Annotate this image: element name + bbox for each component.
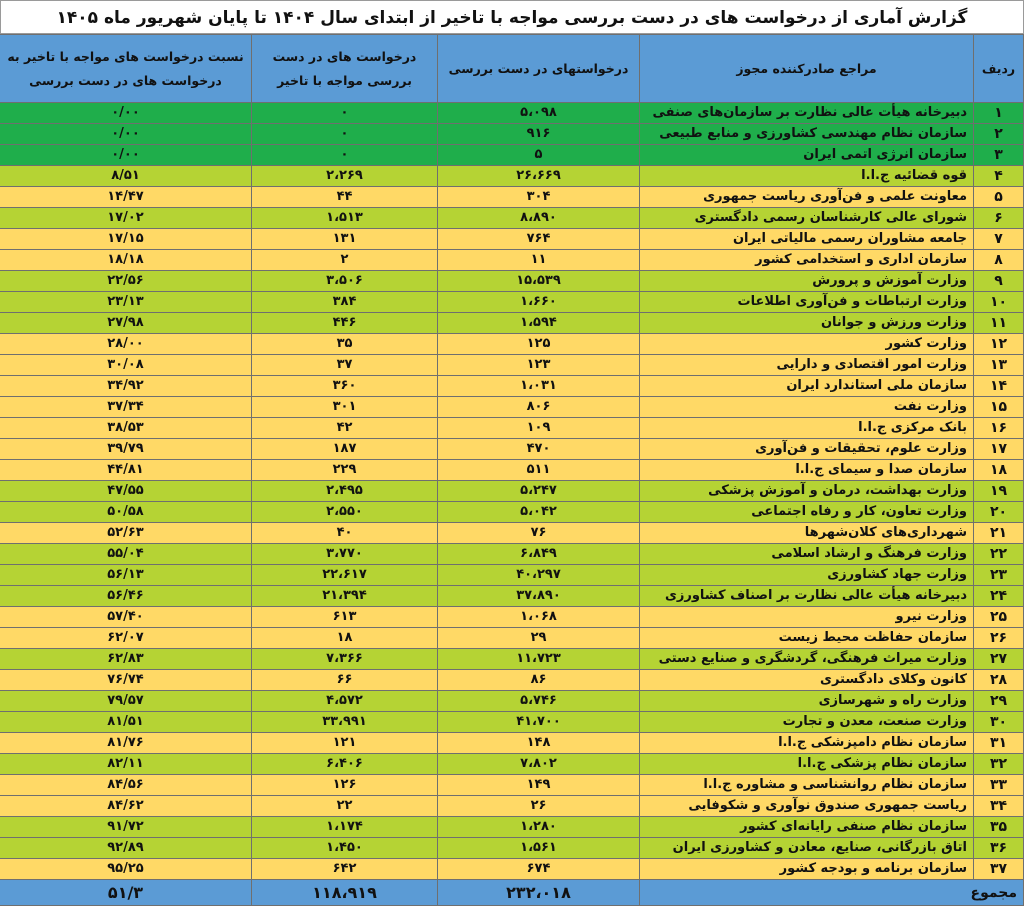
table-row	[0, 838, 1024, 859]
table-row	[0, 313, 1024, 334]
org-name: دبیرخانه هیأت عالی نظارت بر اصناف کشاورزی	[640, 586, 974, 607]
table-row	[0, 418, 1024, 439]
delayed-count: ۰	[252, 145, 438, 166]
row-index: ۱۵	[974, 397, 1024, 418]
delay-ratio: ۳۹/۷۹	[0, 439, 252, 460]
pending-count: ۱،۶۶۰	[438, 292, 640, 313]
delay-ratio: ۸۱/۷۶	[0, 733, 252, 754]
row-index: ۲۳	[974, 565, 1024, 586]
delayed-count: ۶۶	[252, 670, 438, 691]
delay-ratio: ۷۶/۷۴	[0, 670, 252, 691]
delayed-count: ۶۴۲	[252, 859, 438, 880]
pending-count: ۸۰۶	[438, 397, 640, 418]
table-row	[0, 271, 1024, 292]
delayed-count: ۴۴۶	[252, 313, 438, 334]
org-name: وزارت ارتباطات و فن‌آوری اطلاعات	[640, 292, 974, 313]
org-name: وزارت علوم، تحقیقات و فن‌آوری	[640, 439, 974, 460]
row-index: ۱۶	[974, 418, 1024, 439]
delay-ratio: ۳۸/۵۳	[0, 418, 252, 439]
table-row	[0, 334, 1024, 355]
row-index: ۸	[974, 250, 1024, 271]
delay-ratio: ۵۰/۵۸	[0, 502, 252, 523]
delay-ratio: ۸/۵۱	[0, 166, 252, 187]
delayed-count: ۲۲،۶۱۷	[252, 565, 438, 586]
pending-count: ۲۹	[438, 628, 640, 649]
delayed-count: ۴،۵۷۲	[252, 691, 438, 712]
delay-ratio: ۳۰/۰۸	[0, 355, 252, 376]
delayed-count: ۲۲	[252, 796, 438, 817]
header-row	[0, 35, 1024, 103]
delayed-count: ۳،۵۰۶	[252, 271, 438, 292]
delayed-count: ۱۸	[252, 628, 438, 649]
org-name: سازمان برنامه و بودجه کشور	[640, 859, 974, 880]
delay-ratio: ۷۹/۵۷	[0, 691, 252, 712]
table-row	[0, 397, 1024, 418]
pending-count: ۳۰۴	[438, 187, 640, 208]
table-row	[0, 460, 1024, 481]
delay-ratio: ۵۶/۴۶	[0, 586, 252, 607]
delayed-count: ۳۵	[252, 334, 438, 355]
delay-ratio: ۹۲/۸۹	[0, 838, 252, 859]
delayed-count: ۷،۳۶۶	[252, 649, 438, 670]
row-index: ۲۸	[974, 670, 1024, 691]
org-name: شهرداری‌های کلان‌شهرها	[640, 523, 974, 544]
org-name: وزارت صنعت، معدن و تجارت	[640, 712, 974, 733]
table-row	[0, 124, 1024, 145]
pending-count: ۷۶	[438, 523, 640, 544]
delay-ratio: ۵۲/۶۳	[0, 523, 252, 544]
pending-count: ۱۱	[438, 250, 640, 271]
row-index: ۱۱	[974, 313, 1024, 334]
org-name: سازمان نظام صنفی رایانه‌ای کشور	[640, 817, 974, 838]
pending-count: ۵،۰۹۸	[438, 103, 640, 124]
delayed-count: ۲،۵۵۰	[252, 502, 438, 523]
org-name: سازمان انرژی اتمی ایران	[640, 145, 974, 166]
row-index: ۱۲	[974, 334, 1024, 355]
row-index: ۳۱	[974, 733, 1024, 754]
row-index: ۲۶	[974, 628, 1024, 649]
delayed-count: ۱،۴۵۰	[252, 838, 438, 859]
delayed-count: ۱،۱۷۴	[252, 817, 438, 838]
header-pending: درخواستهای در دست بررسی	[438, 35, 640, 103]
table-row	[0, 607, 1024, 628]
row-index: ۲۴	[974, 586, 1024, 607]
pending-count: ۹۱۶	[438, 124, 640, 145]
pending-count: ۴۷۰	[438, 439, 640, 460]
delayed-count: ۲،۲۶۹	[252, 166, 438, 187]
org-name: سازمان نظام دامپزشکی ج.ا.ا	[640, 733, 974, 754]
org-name: سازمان نظام پزشکی ج.ا.ا	[640, 754, 974, 775]
table-row	[0, 502, 1024, 523]
org-name: وزارت فرهنگ و ارشاد اسلامی	[640, 544, 974, 565]
row-index: ۲۰	[974, 502, 1024, 523]
table-row	[0, 712, 1024, 733]
delay-ratio: ۴۴/۸۱	[0, 460, 252, 481]
table-row	[0, 796, 1024, 817]
pending-count: ۲۶،۶۶۹	[438, 166, 640, 187]
total-ratio: ۵۱/۳	[0, 880, 252, 906]
delay-ratio: ۸۱/۵۱	[0, 712, 252, 733]
delayed-count: ۳،۷۷۰	[252, 544, 438, 565]
org-name: ریاست جمهوری صندوق نوآوری و شکوفایی	[640, 796, 974, 817]
delay-ratio: ۸۴/۵۶	[0, 775, 252, 796]
org-name: اتاق بازرگانی، صنایع، معادن و کشاورزی ایران	[640, 838, 974, 859]
delay-ratio: ۳۴/۹۲	[0, 376, 252, 397]
delay-ratio: ۰/۰۰	[0, 145, 252, 166]
delayed-count: ۴۴	[252, 187, 438, 208]
pending-count: ۱۵،۵۳۹	[438, 271, 640, 292]
delay-ratio: ۶۲/۸۳	[0, 649, 252, 670]
row-index: ۱۸	[974, 460, 1024, 481]
delay-ratio: ۲۸/۰۰	[0, 334, 252, 355]
delayed-count: ۱۸۷	[252, 439, 438, 460]
org-name: وزارت بهداشت، درمان و آموزش پزشکی	[640, 481, 974, 502]
row-index: ۱۴	[974, 376, 1024, 397]
delayed-count: ۳۸۴	[252, 292, 438, 313]
table-row	[0, 859, 1024, 880]
row-index: ۱	[974, 103, 1024, 124]
row-index: ۳۶	[974, 838, 1024, 859]
row-index: ۵	[974, 187, 1024, 208]
report-title: گزارش آماری از درخواست های در دست بررسی مواجه با تاخیر از ابتدای سال ۱۴۰۴ تا پایان شهریور ماه ۱۴۰۵	[0, 0, 1024, 34]
table-row	[0, 817, 1024, 838]
delayed-count: ۱۳۱	[252, 229, 438, 250]
delay-ratio: ۰/۰۰	[0, 103, 252, 124]
table-row	[0, 523, 1024, 544]
org-name: وزارت ورزش و جوانان	[640, 313, 974, 334]
row-index: ۶	[974, 208, 1024, 229]
org-name: وزارت جهاد کشاورزی	[640, 565, 974, 586]
table-row	[0, 670, 1024, 691]
row-index: ۷	[974, 229, 1024, 250]
total-row	[0, 880, 1024, 906]
delay-ratio: ۵۷/۴۰	[0, 607, 252, 628]
pending-count: ۴۱،۷۰۰	[438, 712, 640, 733]
row-index: ۲۷	[974, 649, 1024, 670]
org-name: قوه قضائیه ج.ا.ا	[640, 166, 974, 187]
delayed-count: ۳۶۰	[252, 376, 438, 397]
row-index: ۴	[974, 166, 1024, 187]
org-name: وزارت تعاون، کار و رفاه اجتماعی	[640, 502, 974, 523]
pending-count: ۶۷۴	[438, 859, 640, 880]
table-row	[0, 145, 1024, 166]
org-name: سازمان نظام روانشناسی و مشاوره ج.ا.ا	[640, 775, 974, 796]
pending-count: ۳۷،۸۹۰	[438, 586, 640, 607]
pending-count: ۵۱۱	[438, 460, 640, 481]
header-index: ردیف	[974, 35, 1024, 103]
delayed-count: ۶۱۳	[252, 607, 438, 628]
delayed-count: ۳۰۱	[252, 397, 438, 418]
org-name: بانک مرکزی ج.ا.ا	[640, 418, 974, 439]
pending-count: ۱۴۹	[438, 775, 640, 796]
delay-ratio: ۵۵/۰۴	[0, 544, 252, 565]
row-index: ۲	[974, 124, 1024, 145]
row-index: ۳۴	[974, 796, 1024, 817]
delayed-count: ۲،۴۹۵	[252, 481, 438, 502]
org-name: وزارت نیرو	[640, 607, 974, 628]
org-name: سازمان ملی استاندارد ایران	[640, 376, 974, 397]
pending-count: ۷۶۴	[438, 229, 640, 250]
pending-count: ۵،۰۴۲	[438, 502, 640, 523]
table-row	[0, 586, 1024, 607]
delayed-count: ۳۷	[252, 355, 438, 376]
table-row	[0, 187, 1024, 208]
pending-count: ۱،۵۹۴	[438, 313, 640, 334]
pending-count: ۸۶	[438, 670, 640, 691]
header-delayed: درخواست های در دست بررسی مواجه با تاخیر	[252, 35, 438, 103]
pending-count: ۵،۲۴۷	[438, 481, 640, 502]
org-name: دبیرخانه هیأت عالی نظارت بر سازمان‌های صنفی	[640, 103, 974, 124]
table-row	[0, 628, 1024, 649]
row-index: ۲۲	[974, 544, 1024, 565]
pending-count: ۱۱،۷۲۳	[438, 649, 640, 670]
delay-ratio: ۶۲/۰۷	[0, 628, 252, 649]
delayed-count: ۱،۵۱۳	[252, 208, 438, 229]
pending-count: ۱،۰۶۸	[438, 607, 640, 628]
delay-ratio: ۴۷/۵۵	[0, 481, 252, 502]
org-name: سازمان حفاظت محیط زیست	[640, 628, 974, 649]
table-row	[0, 208, 1024, 229]
delayed-count: ۲۲۹	[252, 460, 438, 481]
delayed-count: ۴۰	[252, 523, 438, 544]
row-index: ۳۰	[974, 712, 1024, 733]
delay-ratio: ۲۷/۹۸	[0, 313, 252, 334]
pending-count: ۸،۸۹۰	[438, 208, 640, 229]
delay-ratio: ۰/۰۰	[0, 124, 252, 145]
delayed-count: ۳۳،۹۹۱	[252, 712, 438, 733]
delay-ratio: ۹۵/۲۵	[0, 859, 252, 880]
row-index: ۹	[974, 271, 1024, 292]
org-name: وزارت راه و شهرسازی	[640, 691, 974, 712]
table-row	[0, 439, 1024, 460]
table-row	[0, 376, 1024, 397]
delay-ratio: ۲۳/۱۳	[0, 292, 252, 313]
delayed-count: ۱۲۱	[252, 733, 438, 754]
table-row	[0, 649, 1024, 670]
table-row	[0, 355, 1024, 376]
pending-count: ۱،۲۸۰	[438, 817, 640, 838]
org-name: وزارت میراث فرهنگی، گردشگری و صنایع دستی	[640, 649, 974, 670]
pending-count: ۶،۸۴۹	[438, 544, 640, 565]
delay-ratio: ۸۴/۶۲	[0, 796, 252, 817]
delay-ratio: ۲۲/۵۶	[0, 271, 252, 292]
pending-count: ۱،۵۶۱	[438, 838, 640, 859]
row-index: ۱۷	[974, 439, 1024, 460]
delayed-count: ۰	[252, 124, 438, 145]
table-body	[0, 103, 1024, 880]
table-row	[0, 691, 1024, 712]
row-index: ۳	[974, 145, 1024, 166]
report-table	[0, 34, 1024, 906]
org-name: سازمان اداری و استخدامی کشور	[640, 250, 974, 271]
pending-count: ۱۰۹	[438, 418, 640, 439]
org-name: شورای عالی کارشناسان رسمی دادگستری	[640, 208, 974, 229]
row-index: ۱۹	[974, 481, 1024, 502]
pending-count: ۵	[438, 145, 640, 166]
delay-ratio: ۵۶/۱۳	[0, 565, 252, 586]
org-name: کانون وکلای دادگستری	[640, 670, 974, 691]
pending-count: ۴۰،۲۹۷	[438, 565, 640, 586]
table-row	[0, 166, 1024, 187]
delay-ratio: ۱۷/۰۲	[0, 208, 252, 229]
delayed-count: ۰	[252, 103, 438, 124]
row-index: ۳۵	[974, 817, 1024, 838]
org-name: معاونت علمی و فن‌آوری ریاست جمهوری	[640, 187, 974, 208]
row-index: ۲۱	[974, 523, 1024, 544]
org-name: وزارت کشور	[640, 334, 974, 355]
delayed-count: ۶،۴۰۶	[252, 754, 438, 775]
pending-count: ۱۴۸	[438, 733, 640, 754]
org-name: جامعه مشاوران رسمی مالیاتی ایران	[640, 229, 974, 250]
header-ratio: نسبت درخواست های مواجه با تاخیر به درخواست های در دست بررسی	[0, 35, 252, 103]
total-delayed: ۱۱۸،۹۱۹	[252, 880, 438, 906]
table-row	[0, 292, 1024, 313]
row-index: ۲۹	[974, 691, 1024, 712]
delayed-count: ۲	[252, 250, 438, 271]
pending-count: ۵،۷۴۶	[438, 691, 640, 712]
delayed-count: ۱۲۶	[252, 775, 438, 796]
delay-ratio: ۱۴/۴۷	[0, 187, 252, 208]
row-index: ۲۵	[974, 607, 1024, 628]
delay-ratio: ۱۷/۱۵	[0, 229, 252, 250]
table-row	[0, 565, 1024, 586]
table-row	[0, 229, 1024, 250]
pending-count: ۷،۸۰۲	[438, 754, 640, 775]
pending-count: ۱۲۳	[438, 355, 640, 376]
table-row	[0, 775, 1024, 796]
header-org: مراجع صادرکننده مجوز	[640, 35, 974, 103]
table-row	[0, 544, 1024, 565]
delay-ratio: ۳۷/۳۴	[0, 397, 252, 418]
org-name: وزارت نفت	[640, 397, 974, 418]
row-index: ۳۲	[974, 754, 1024, 775]
org-name: سازمان صدا و سیمای ج.ا.ا	[640, 460, 974, 481]
pending-count: ۲۶	[438, 796, 640, 817]
table-row	[0, 481, 1024, 502]
delayed-count: ۲۱،۳۹۴	[252, 586, 438, 607]
row-index: ۱۳	[974, 355, 1024, 376]
delay-ratio: ۱۸/۱۸	[0, 250, 252, 271]
table-row	[0, 733, 1024, 754]
delay-ratio: ۸۲/۱۱	[0, 754, 252, 775]
org-name: وزارت آموزش و پرورش	[640, 271, 974, 292]
org-name: وزارت امور اقتصادی و دارایی	[640, 355, 974, 376]
org-name: سازمان نظام مهندسی کشاورزی و منابع طبیعی	[640, 124, 974, 145]
delayed-count: ۴۲	[252, 418, 438, 439]
total-label: مجموع	[640, 880, 1024, 906]
total-pending: ۲۳۲،۰۱۸	[438, 880, 640, 906]
table-row	[0, 250, 1024, 271]
row-index: ۳۳	[974, 775, 1024, 796]
table-row	[0, 754, 1024, 775]
row-index: ۳۷	[974, 859, 1024, 880]
delay-ratio: ۹۱/۷۲	[0, 817, 252, 838]
pending-count: ۱،۰۳۱	[438, 376, 640, 397]
row-index: ۱۰	[974, 292, 1024, 313]
table-row	[0, 103, 1024, 124]
pending-count: ۱۲۵	[438, 334, 640, 355]
